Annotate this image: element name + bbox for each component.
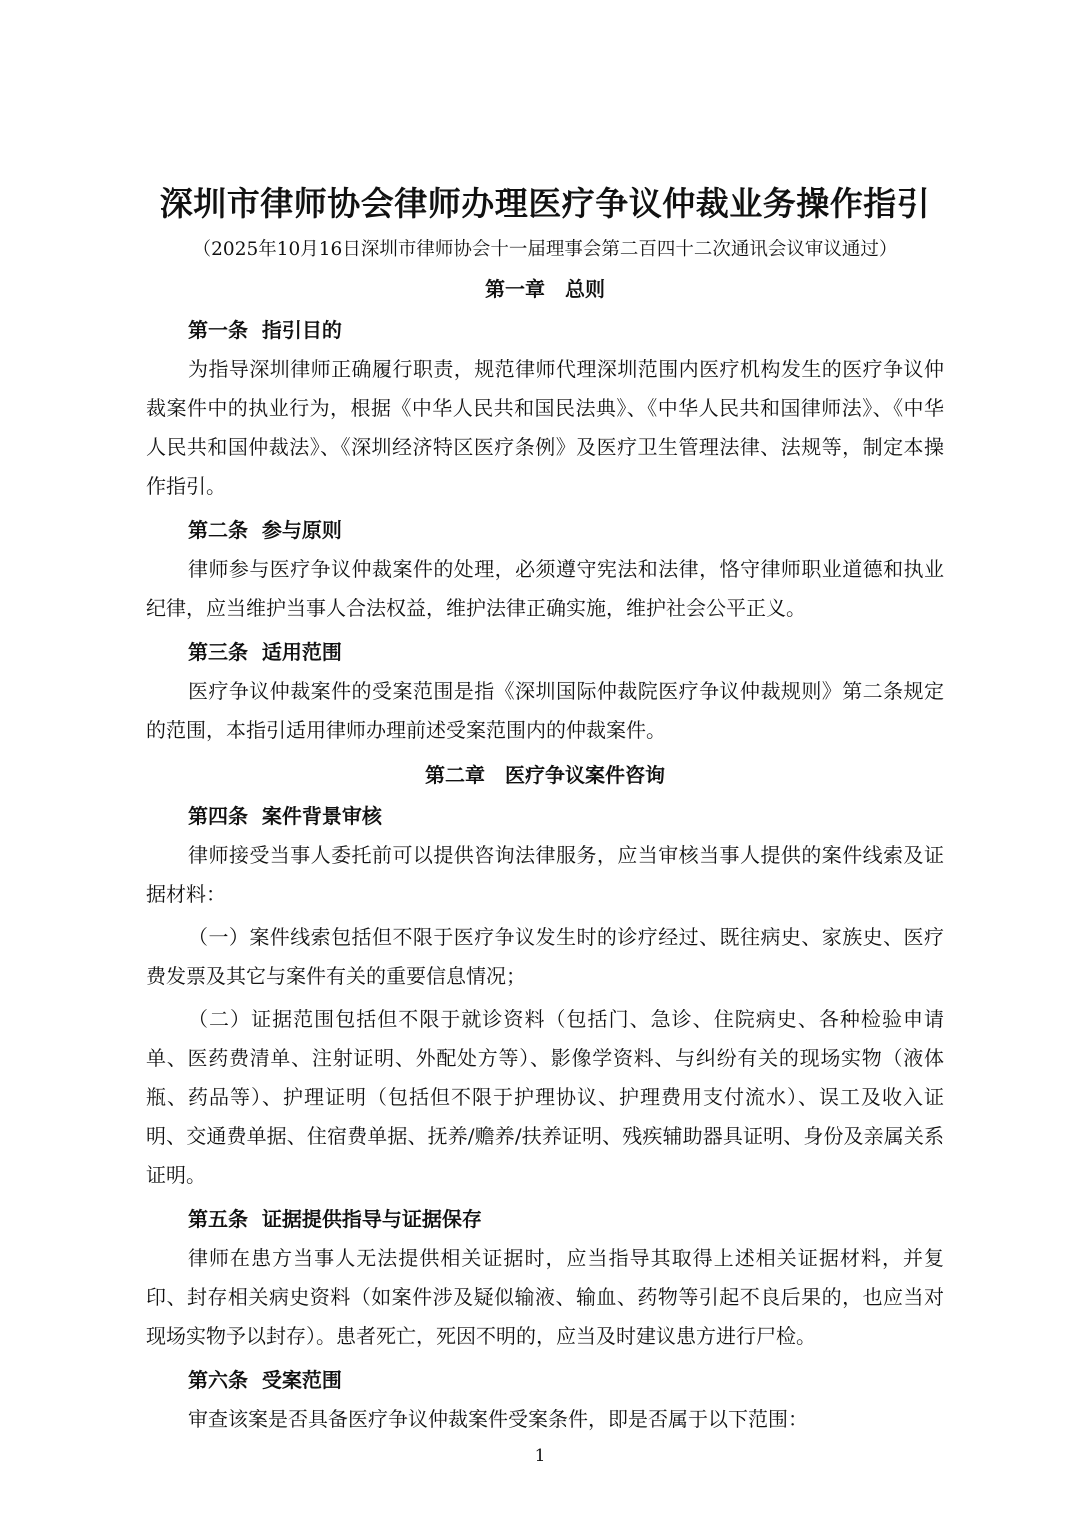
page-number: 1 bbox=[534, 1446, 546, 1466]
article-heading: 第三条 适用范围 bbox=[188, 640, 342, 664]
article-paragraph: 律师在患方当事人无法提供相关证据时，应当指导其取得上述相关证据材料，并复印、封存相关病史资料（如案件涉及疑似输液、输血、药物等引起不良后果的，也应当对现场实物予以封存）。患者死亡，死因不明的，应当及时建议患方进行尸检。 bbox=[146, 1246, 944, 1348]
article-paragraph: 律师接受当事人委托前可以提供咨询法律服务，应当审核当事人提供的案件线索及证据材料： bbox=[146, 843, 944, 906]
document-title: 深圳市律师协会律师办理医疗争议仲裁业务操作指引 bbox=[159, 184, 931, 223]
article-heading: 第五条 证据提供指导与证据保存 bbox=[188, 1207, 482, 1231]
article-paragraph: 医疗争议仲裁案件的受案范围是指《深圳国际仲裁院医疗争议仲裁规则》第二条规定的范围，本指引适用律师办理前述受案范围内的仲裁案件。 bbox=[146, 679, 944, 742]
article-paragraph: 律师参与医疗争议仲裁案件的处理，必须遵守宪法和法律，恪守律师职业道德和执业纪律，应当维护当事人合法权益，维护法律正确实施，维护社会公平正义。 bbox=[146, 557, 944, 620]
chapter-1 bbox=[146, 268, 944, 750]
article-paragraph: 审查该案是否具备医疗争议仲裁案件受案条件，即是否属于以下范围： bbox=[188, 1407, 808, 1431]
document-subtitle: （2025年10月16日深圳市律师协会十一届理事会第二百四十二次通讯会议审议通过） bbox=[192, 239, 898, 260]
article-paragraph: （一）案件线索包括但不限于医疗争议发生时的诊疗经过、既往病史、家族史、医疗费发票及其它与案件有关的重要信息情况； bbox=[146, 925, 944, 988]
chapter-2 bbox=[146, 754, 944, 1439]
article-paragraph: （二）证据范围包括但不限于就诊资料（包括门、急诊、住院病史、各种检验申请单、医药费清单、注射证明、外配处方等）、影像学资料、与纠纷有关的现场实物（液体瓶、药品等）、护理证明（包括但不限于护理协议、护理费用支付流水）、误工及收入证明、交通费单据、住宿费单据、抚养/赡养/扶养证明、残疾辅助器具证明、身份及亲属关系证明。 bbox=[146, 1007, 944, 1187]
article-heading: 第二条 参与原则 bbox=[188, 518, 342, 542]
article-paragraph: 为指导深圳律师正确履行职责，规范律师代理深圳范围内医疗机构发生的医疗争议仲裁案件中的执业行为，根据《中华人民共和国民法典》、《中华人民共和国律师法》、《中华人民共和国仲裁法》、《深圳经济特区医疗条例》及医疗卫生管理法律、法规等，制定本操作指引。 bbox=[146, 357, 944, 498]
article-heading: 第一条 指引目的 bbox=[188, 318, 342, 342]
chapter-heading: 第二章 医疗争议案件咨询 bbox=[425, 763, 665, 787]
article-heading: 第四条 案件背景审核 bbox=[188, 804, 382, 828]
article-heading: 第六条 受案范围 bbox=[188, 1368, 342, 1392]
chapter-heading: 第一章 总则 bbox=[485, 277, 605, 301]
